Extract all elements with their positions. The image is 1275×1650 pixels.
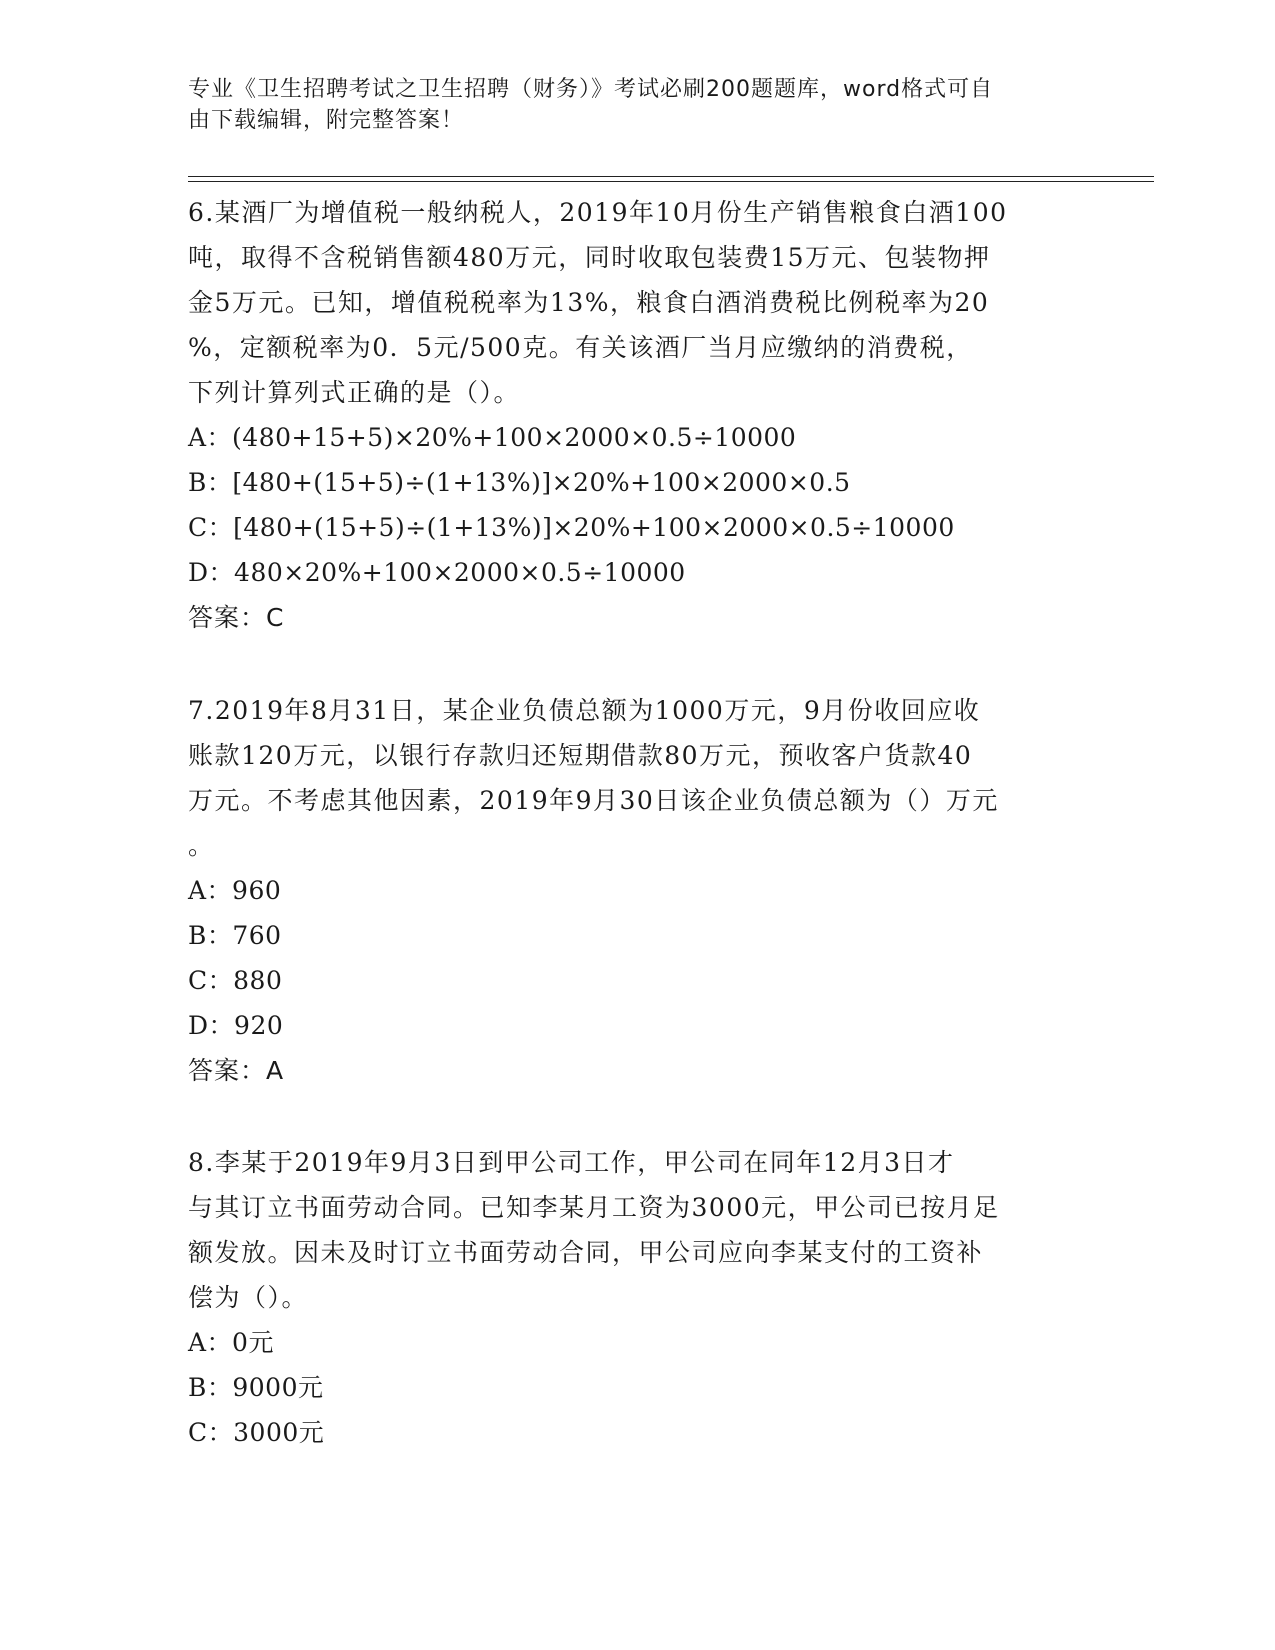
question-stem-line: %，定额税率为0．5元/500克。有关该酒厂当月应缴纳的消费税，: [188, 333, 973, 362]
question-stem-line: 偿为（）。: [188, 1283, 309, 1312]
option-c: C：[480+(15+5)÷(1+13%)]×20%+100×2000×0.5÷10000: [188, 513, 955, 542]
answer-line: 答案：C: [188, 603, 285, 632]
question-stem-line: 金5万元。已知，增值税税率为13%，粮食白酒消费税比例税率为20: [188, 288, 990, 317]
option-d: D：920: [188, 1011, 284, 1040]
question-8: [188, 1140, 1078, 1455]
header-divider-top: [188, 176, 1154, 177]
question-stem-line: 。: [188, 831, 215, 860]
question-stem-line: 额发放。因未及时订立书面劳动合同，甲公司应向李某支付的工资补: [188, 1238, 984, 1267]
option-c: C：880: [188, 966, 283, 995]
answer-line: 答案：A: [188, 1056, 285, 1085]
question-stem-line: 6.某酒厂为增值税一般纳税人，2019年10月份生产销售粮食白酒100: [188, 198, 1008, 227]
header-line-2: 由下载编辑，附完整答案！: [188, 108, 465, 133]
header-line-1: 专业《卫生招聘考试之卫生招聘（财务）》考试必刷200题题库，word格式可自: [188, 77, 994, 102]
header-divider-bottom: [188, 181, 1154, 182]
question-stem-line: 7.2019年8月31日，某企业负债总额为1000万元，9月份收回应收: [188, 696, 981, 725]
question-stem-line: 下列计算列式正确的是（）。: [188, 378, 521, 407]
option-b: B：[480+(15+5)÷(1+13%)]×20%+100×2000×0.5: [188, 468, 851, 497]
question-stem-line: 与其订立书面劳动合同。已知李某月工资为3000元，甲公司已按月足: [188, 1193, 1000, 1222]
question-stem-line: 万元。不考虑其他因素，2019年9月30日该企业负债总额为（）万元: [188, 786, 999, 815]
document-header: [188, 74, 1068, 136]
question-6: [188, 190, 1078, 640]
option-b: B：760: [188, 921, 282, 950]
option-a: A：(480+15+5)×20%+100×2000×0.5÷10000: [188, 423, 797, 452]
question-stem-line: 8.李某于2019年9月3日到甲公司工作，甲公司在同年12月3日才: [188, 1148, 955, 1177]
option-a: A：960: [188, 876, 282, 905]
option-b: B：9000元: [188, 1373, 324, 1402]
option-c: C：3000元: [188, 1418, 325, 1447]
question-stem-line: 账款120万元，以银行存款归还短期借款80万元，预收客户货款40: [188, 741, 973, 770]
option-d: D：480×20%+100×2000×0.5÷10000: [188, 558, 686, 587]
question-stem-line: 吨，取得不含税销售额480万元，同时收取包装费15万元、包装物押: [188, 243, 991, 272]
option-a: A：0元: [188, 1328, 274, 1357]
question-7: [188, 688, 1078, 1093]
